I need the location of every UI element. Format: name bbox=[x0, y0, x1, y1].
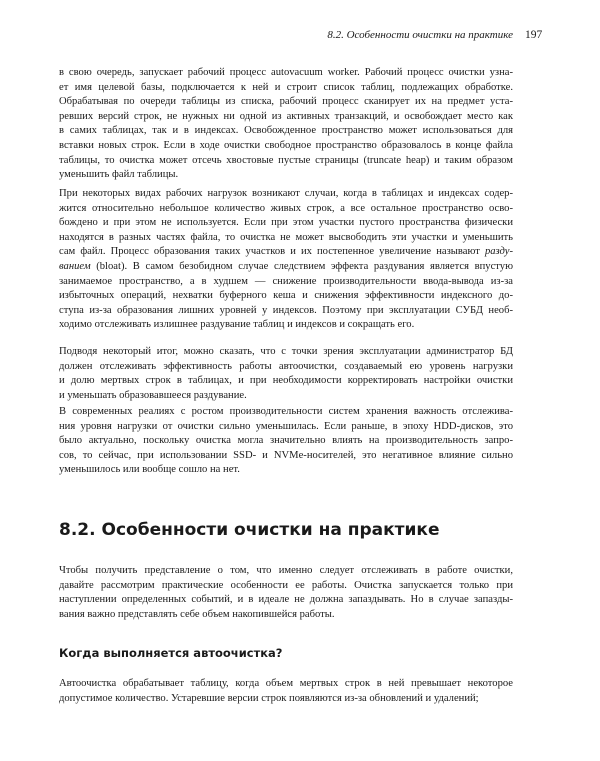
text-line: уменьшить файл таблицы. bbox=[59, 169, 179, 181]
text-line: в свою очередь, запускает рабочий процесс autovacuum worker. Рабочий процесс очистки узна- bbox=[59, 67, 513, 78]
text-line: ет имя целевой базы, подключается к ней и строит список таблиц, подлежащих обработке. bbox=[59, 81, 513, 93]
paragraph-intro bbox=[59, 564, 513, 622]
text-line: наступлении определенных событий, и в идеале не должна запаздывать. Но в случае запазды- bbox=[59, 594, 513, 606]
text-line: занимаемое пространство, а в худшем — снижение производительности ввода-вывода из-за bbox=[59, 275, 513, 287]
text-line: давайте рассмотрим практические особенности ее работы. Очистка запускается только при bbox=[59, 579, 513, 591]
paragraph-storage bbox=[59, 405, 513, 478]
text-line: таблицы, то очистка может отсечь хвостовые пустые страницы (truncate heap) и таким образом bbox=[59, 154, 513, 166]
text-line: ния уровня нагрузки от очистки сильно уменьшилась. Если раньше, в эпоху HDD-дисков, это bbox=[59, 420, 513, 432]
text-line: При некоторых видах рабочих нагрузок возникают случаи, когда в таблицах и индексах содер- bbox=[59, 188, 513, 199]
text-line: вания важно представлять себе объем накопившейся работы. bbox=[59, 608, 335, 620]
paragraph-bloat bbox=[59, 187, 513, 333]
text-line: допустимое количество. Устаревшие версии строк появляются из-за обновлений и удалений; bbox=[59, 692, 479, 704]
paragraph-autovacuum-trigger bbox=[59, 677, 513, 706]
page-number: 197 bbox=[525, 29, 543, 41]
text-line: сам файл. Процесс образования таких участков и их постепенное увеличение называют разду- bbox=[59, 246, 513, 258]
text-line: вставки новых строк. Если в ходе очистки свободное пространство образовалось в конце файла bbox=[59, 139, 513, 151]
text-line: сов, то сейчас, при использовании SSD- и NVMe-носителей, это негативное влияние сильно bbox=[59, 449, 513, 461]
text-line: должен отслеживать эффективность работы автоочистки, создаваемый ею уровень нагрузки bbox=[59, 360, 513, 372]
text-line: и долю мертвых строк в таблицах, и при необходимости корректировать настройки очистки bbox=[59, 375, 513, 387]
text-line: В современных реалиях с ростом производительности систем хранения важность отслежива- bbox=[59, 406, 513, 417]
text-line: ходимо отслеживать излишнее раздувание таблиц и индексов и сокращать его. bbox=[59, 319, 415, 331]
section-heading: 8.2. Особенности очистки на практике bbox=[59, 520, 440, 540]
text-line: в самих таблицах, так и в индексах. Освобожденное пространство может использоваться для bbox=[59, 125, 513, 137]
text-line: избыточных операций, нехватки буферного кеша и снижения эффективности индексного до- bbox=[59, 290, 513, 302]
text-line: Обрабатывая по очереди таблицы из списка, рабочий процесс сканирует их на предмет уста- bbox=[59, 96, 513, 108]
text-line: бождено и при этом не используется. Если при этом участки пустого пространства физически bbox=[59, 217, 513, 229]
paragraph-summary bbox=[59, 345, 513, 403]
text-line: и уменьшать образовавшееся раздувание. bbox=[59, 389, 247, 401]
text-line: ревших версий строк, не нужных ни одной из активных транзакций, и освобождает место как bbox=[59, 110, 513, 122]
text-line: ванием (bloat). В самом безобидном случае следствием эффекта раздувания является впустую bbox=[59, 260, 513, 272]
text-line: Автоочистка обрабатывает таблицу, когда объем мертвых строк в ней превышает некоторое bbox=[59, 678, 513, 689]
text-line: ступа из-за образования лишних уровней у индексов. Поэтому при эксплуатации СУБД необ- bbox=[59, 304, 513, 316]
text-line: находятся в разных частях файла, то очистка не может высвободить эти участки и уменьшить bbox=[59, 231, 513, 243]
text-line: было актуально, поскольку очистка могла значительно влиять на производительность запро- bbox=[59, 435, 513, 447]
subsection-heading: Когда выполняется автоочистка? bbox=[59, 646, 283, 660]
text-line: Подводя некоторый итог, можно сказать, что с точки зрения эксплуатации администратор БД bbox=[59, 346, 513, 357]
running-header: 8.2. Особенности очистки на практике bbox=[327, 29, 513, 41]
text-line: Чтобы получить представление о том, что именно следует отслеживать в работе очистки, bbox=[59, 565, 513, 576]
text-line: жится относительно небольшое количество живых строк, а все остальное пространство осво- bbox=[59, 202, 513, 214]
paragraph-autovacuum-worker bbox=[59, 66, 513, 183]
text-line: уменьшилось или вообще сошло на нет. bbox=[59, 464, 240, 476]
